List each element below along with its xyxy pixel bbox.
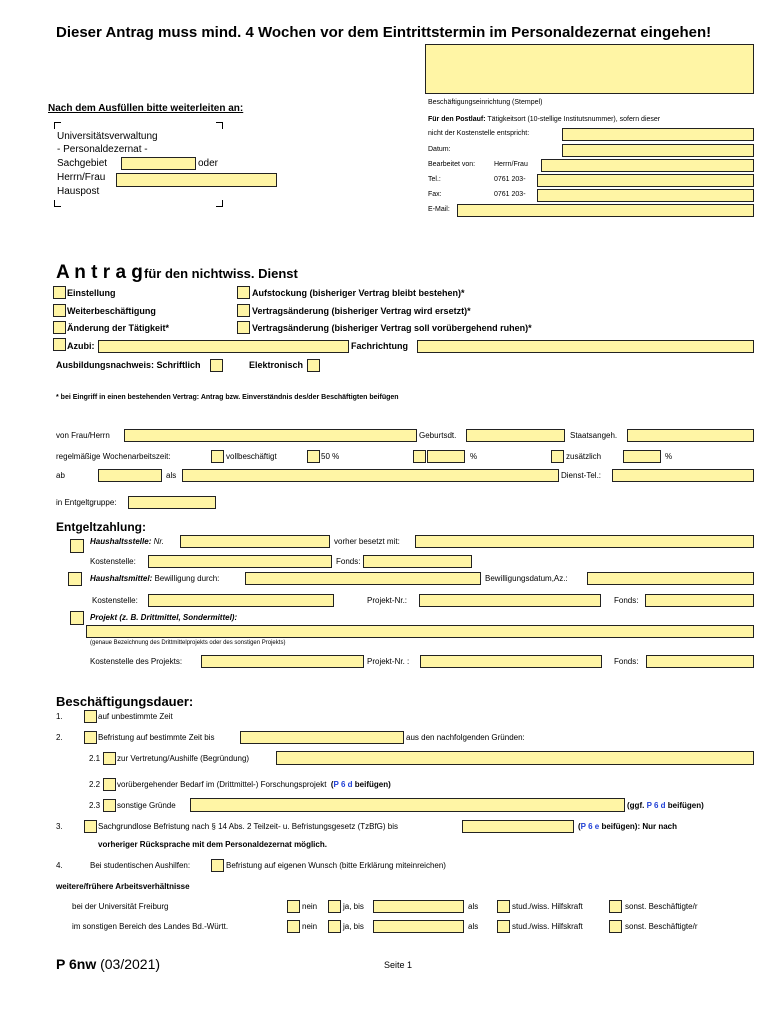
aenderung-checkbox[interactable]: [53, 321, 66, 334]
aufstockung-label: Aufstockung (bisheriger Vertrag bleibt bestehen)*: [252, 288, 465, 298]
uni-nein-checkbox[interactable]: [287, 900, 300, 913]
unbestimmt-checkbox[interactable]: [84, 710, 97, 723]
n22-label: 2.2: [89, 780, 101, 789]
studentisch-label: Bei studentischen Aushilfen:: [90, 861, 191, 870]
ggf-close: beifügen): [665, 801, 704, 810]
n4-label: 4.: [56, 861, 63, 870]
antrag-subtitle: für den nichtwiss. Dienst: [144, 266, 298, 281]
haushaltsmittel-line: [90, 574, 219, 583]
entgeltgruppe-field[interactable]: [128, 496, 216, 509]
corner-mark: [216, 200, 223, 207]
email-label: E-Mail:: [428, 206, 450, 213]
p6d-link[interactable]: P 6 d: [333, 780, 353, 789]
weitere-row-label: im sonstigen Bereich des Landes Bd.-Württ.: [72, 922, 229, 931]
fachrichtung-label: Fachrichtung: [351, 341, 409, 351]
staatsangehoerigkeit-field[interactable]: [627, 429, 754, 442]
vertrag-ersetzt-label: Vertragsänderung (bisheriger Vertrag wird ersetzt)*: [252, 306, 471, 316]
fonds1-label: Fonds:: [336, 557, 361, 566]
diensttel-label: Dienst-Tel.:: [561, 471, 602, 480]
form-id-date: (03/2021): [96, 956, 161, 972]
corner-mark: [54, 122, 61, 129]
vollbeschaeftigt-checkbox[interactable]: [211, 450, 224, 463]
postlauf-line2: nicht der Kostenstelle entspricht:: [428, 130, 530, 137]
bearbeitet-field[interactable]: [541, 159, 754, 172]
geburtsdt-label: Geburtsdt.: [419, 431, 457, 440]
gruende-label: aus den nachfolgenden Gründen:: [406, 733, 525, 742]
address-line2: - Personaldezernat -: [57, 144, 148, 155]
entgelt-heading: Entgeltzahlung:: [56, 520, 146, 534]
fonds3-label: Fonds:: [614, 657, 639, 666]
vertretung-label: zur Vertretung/Aushilfe (Begründung): [117, 754, 250, 763]
sonstige-field[interactable]: [190, 798, 625, 812]
ab-field[interactable]: [98, 469, 162, 482]
fonds2-field[interactable]: [645, 594, 754, 607]
datum-label: Datum:: [428, 146, 451, 153]
weitere-heading: weitere/frühere Arbeitsverhältnisse: [56, 882, 190, 891]
uni-ja-checkbox[interactable]: [328, 900, 341, 913]
name-field[interactable]: [124, 429, 417, 442]
postlauf-bold: Für den Postlauf:: [428, 116, 486, 123]
land-stud-label: stud./wiss. Hilfskraft: [512, 922, 583, 931]
fonds2-label: Fonds:: [614, 596, 639, 605]
corner-mark: [216, 122, 223, 129]
corner-mark: [54, 200, 61, 207]
haushaltsstelle-label: Haushaltsstelle:: [90, 537, 152, 546]
bedarf-label: vorübergehender Bedarf im (Drittmittel-) Forschungsprojekt: [117, 780, 327, 789]
taetigkeitsort-field[interactable]: [562, 128, 754, 141]
fachrichtung-field[interactable]: [417, 340, 754, 353]
azubi-checkbox[interactable]: [53, 338, 66, 351]
von-label: von Frau/Herrn: [56, 431, 110, 440]
uni-sonst-checkbox[interactable]: [609, 900, 622, 913]
p6e-close: beifügen): Nur nach: [599, 822, 677, 831]
hauspost-label: Hauspost: [57, 186, 100, 197]
vertretung-field[interactable]: [276, 751, 754, 765]
aufstockung-checkbox[interactable]: [237, 286, 250, 299]
ab-label: ab: [56, 471, 65, 480]
ausbildungsnachweis-label: Ausbildungsnachweis: Schriftlich: [56, 360, 201, 370]
projekt-checkbox[interactable]: [70, 611, 84, 625]
datum-field[interactable]: [562, 144, 754, 157]
vorher-label: vorher besetzt mit:: [334, 537, 400, 546]
antrag-title: A n t r a g: [56, 262, 143, 283]
eigener-wunsch-checkbox[interactable]: [211, 859, 224, 872]
haushaltsmittel-label: Haushaltsmittel:: [90, 574, 153, 583]
ggf-p6d-link[interactable]: P 6 d: [646, 801, 666, 810]
uni-ja-bis-field[interactable]: [373, 900, 464, 913]
sonstige-label: sonstige Gründe: [117, 801, 176, 810]
azubi-label: Azubi:: [67, 341, 95, 351]
projektnr2-field[interactable]: [420, 655, 602, 668]
land-nein-label: nein: [302, 922, 318, 931]
n3-label: 3.: [56, 822, 63, 831]
prozent50-label: 50 %: [321, 452, 340, 461]
aenderung-label: Änderung der Tätigkeit*: [67, 323, 170, 333]
land-ja-bis-field[interactable]: [373, 920, 464, 933]
unbestimmt-label: auf unbestimmte Zeit: [98, 712, 173, 721]
eigener-wunsch-label: Befristung auf eigenen Wunsch (bitte Erklärung miteinreichen): [226, 861, 446, 870]
befristung-label: Befristung auf bestimmte Zeit bis: [98, 733, 215, 742]
uni-stud-label: stud./wiss. Hilfskraft: [512, 902, 583, 911]
ggf-line: [627, 801, 704, 810]
zusaetzlich-prozent-field[interactable]: [623, 450, 661, 463]
ruecksprache-label: vorheriger Rücksprache mit dem Personaldezernat möglich.: [98, 840, 327, 849]
n21-label: 2.1: [89, 754, 101, 763]
eingriff-note: * bei Eingriff in einen bestehenden Vertrag: Antrag bzw. Einverständnis des/der Beschäftigten beifügen: [56, 394, 399, 401]
vertretung-checkbox[interactable]: [103, 752, 116, 765]
kostenstelle2-label: Kostenstelle:: [92, 596, 138, 605]
projektnr2-label: Projekt-Nr. :: [367, 657, 410, 666]
bewilligung-field[interactable]: [245, 572, 481, 585]
p6e-line: [578, 822, 677, 831]
postlauf-line: [428, 116, 660, 123]
bewilligungsdatum-label: Bewilligungsdatum,Az.:: [485, 574, 568, 583]
p6d-close: beifügen): [352, 780, 391, 789]
n2-label: 2.: [56, 733, 63, 742]
entgeltgruppe-label: in Entgeltgruppe:: [56, 498, 117, 507]
stamp-label: Beschäftigungseinrichtung (Stempel): [428, 99, 543, 106]
kostenstelle1-field[interactable]: [148, 555, 332, 568]
prozent2-label: %: [665, 452, 673, 461]
land-sonst-label: sonst. Beschäftigte/r: [625, 922, 698, 931]
fax-label: Fax:: [428, 191, 442, 198]
n1-label: 1.: [56, 712, 63, 721]
elektronisch-checkbox[interactable]: [307, 359, 320, 372]
weitere-row-label: bei der Universität Freiburg: [72, 902, 169, 911]
projektnr-field[interactable]: [419, 594, 601, 607]
sachgrundlos-label: Sachgrundlose Befristung nach § 14 Abs. 2 Teilzeit- u. Befristungsgesetz (TzBfG) bis: [98, 822, 399, 831]
haushaltsstelle-field[interactable]: [180, 535, 330, 548]
uni-ja-label: ja, bis: [343, 902, 364, 911]
sachgebiet-label: Sachgebiet: [57, 158, 108, 169]
tel-field[interactable]: [537, 174, 754, 187]
sachgebiet-field[interactable]: [121, 157, 196, 170]
p6e-open: (: [578, 822, 581, 831]
uni-stud-checkbox[interactable]: [497, 900, 510, 913]
ggf-open: (ggf.: [627, 801, 645, 810]
befristung-checkbox[interactable]: [84, 731, 97, 744]
land-nein-checkbox[interactable]: [287, 920, 300, 933]
weiterbeschaeftigung-checkbox[interactable]: [53, 304, 66, 317]
prozent-label: %: [470, 452, 478, 461]
bearbeitet-label: Bearbeitet von:: [428, 161, 476, 168]
tel-prefix: 0761 203-: [494, 176, 526, 183]
zusaetzlich-checkbox[interactable]: [551, 450, 564, 463]
elektronisch-label: Elektronisch: [249, 360, 304, 370]
prozent50-checkbox[interactable]: [307, 450, 320, 463]
sachgrundlos-bis-field[interactable]: [462, 820, 574, 833]
zusaetzlich-label: zusätzlich: [566, 452, 602, 461]
tel-label: Tel.:: [428, 176, 441, 183]
land-stud-checkbox[interactable]: [497, 920, 510, 933]
herrn-field[interactable]: [116, 173, 277, 187]
page-number: Seite 1: [384, 960, 413, 970]
vertrag-ruhen-label: Vertragsänderung (bisheriger Vertrag soll vorübergehend ruhen)*: [252, 323, 532, 333]
fax-prefix: 0761 203-: [494, 191, 526, 198]
page-header: Dieser Antrag muss mind. 4 Wochen vor dem Eintrittstermin im Personaldezernat eingehen!: [56, 24, 712, 41]
sachgrundlos-checkbox[interactable]: [84, 820, 97, 833]
wochenarbeitszeit-label: regelmäßige Wochenarbeitszeit:: [56, 452, 171, 461]
teilzeit-checkbox[interactable]: [413, 450, 426, 463]
bewilligungsdatum-field[interactable]: [587, 572, 754, 585]
nr-label: Nr.: [151, 537, 164, 546]
diensttel-field[interactable]: [612, 469, 754, 482]
als-field[interactable]: [182, 469, 559, 482]
p6d-open: (: [330, 780, 334, 789]
projekt-label: Projekt (z. B. Drittmittel, Sondermittel):: [90, 613, 238, 622]
vorher-field[interactable]: [415, 535, 754, 548]
land-ja-checkbox[interactable]: [328, 920, 341, 933]
land-sonst-checkbox[interactable]: [609, 920, 622, 933]
haushaltsmittel-checkbox[interactable]: [68, 572, 82, 586]
als-label: als: [166, 471, 177, 480]
kostenstelle2-field[interactable]: [148, 594, 334, 607]
weiterbeschaeftigung-label: Weiterbeschäftigung: [67, 306, 156, 316]
schriftlich-checkbox[interactable]: [210, 359, 223, 372]
uni-als-label: als: [468, 902, 479, 911]
haushaltsstelle-checkbox[interactable]: [70, 539, 84, 553]
teilzeit-prozent-field[interactable]: [427, 450, 465, 463]
forward-heading: Nach dem Ausfüllen bitte weiterleiten an:: [48, 103, 244, 114]
form-id-code: P 6nw: [56, 956, 97, 972]
p6e-link[interactable]: P 6 e: [580, 822, 600, 831]
land-ja-label: ja, bis: [343, 922, 364, 931]
sonstige-checkbox[interactable]: [103, 799, 116, 812]
fonds3-field[interactable]: [646, 655, 754, 668]
bearbeitet-value: Herrn/Frau: [494, 161, 528, 168]
projekt-field[interactable]: [86, 625, 754, 638]
bedarf-line: [117, 780, 391, 789]
uni-sonst-label: sonst. Beschäftigte/r: [625, 902, 698, 911]
einstellung-checkbox[interactable]: [53, 286, 66, 299]
genaue-hint: (genaue Bezeichnung des Drittmittelprojekts oder des sonstigen Projekts): [90, 640, 286, 646]
kostenstelle-projekt-label: Kostenstelle des Projekts:: [90, 657, 183, 666]
stamp-field[interactable]: [425, 44, 754, 94]
uni-nein-label: nein: [302, 902, 318, 911]
geburtsdatum-field[interactable]: [466, 429, 565, 442]
bedarf-checkbox[interactable]: [103, 778, 116, 791]
land-als-label: als: [468, 922, 479, 931]
einstellung-label: Einstellung: [67, 288, 116, 298]
azubi-field[interactable]: [98, 340, 349, 353]
vertrag-ersetzt-checkbox[interactable]: [237, 304, 250, 317]
postlauf-text: Tätigkeitsort (10-stellige Institutsnummer), sofern dieser: [485, 116, 661, 123]
dauer-heading: Beschäftigungsdauer:: [56, 694, 194, 709]
haushaltsstelle-line: [90, 537, 164, 546]
email-field[interactable]: [457, 204, 754, 217]
oder-label: oder: [198, 158, 219, 169]
vertrag-ruhen-checkbox[interactable]: [237, 321, 250, 334]
fonds1-field[interactable]: [363, 555, 472, 568]
kostenstelle-projekt-field[interactable]: [201, 655, 364, 668]
vollbeschaeftigt-label: vollbeschäftigt: [226, 452, 277, 461]
herrn-label: Herrn/Frau: [57, 172, 106, 183]
n23-label: 2.3: [89, 801, 101, 810]
bewilligung-label: Bewilligung durch:: [152, 574, 220, 583]
projektnr-label: Projekt-Nr.:: [367, 596, 408, 605]
staatsangeh-label: Staatsangeh.: [570, 431, 618, 440]
address-line1: Universitätsverwaltung: [57, 131, 158, 142]
kostenstelle1-label: Kostenstelle:: [90, 557, 136, 566]
fax-field[interactable]: [537, 189, 754, 202]
form-id: [56, 956, 160, 972]
befristung-bis-field[interactable]: [240, 731, 404, 744]
